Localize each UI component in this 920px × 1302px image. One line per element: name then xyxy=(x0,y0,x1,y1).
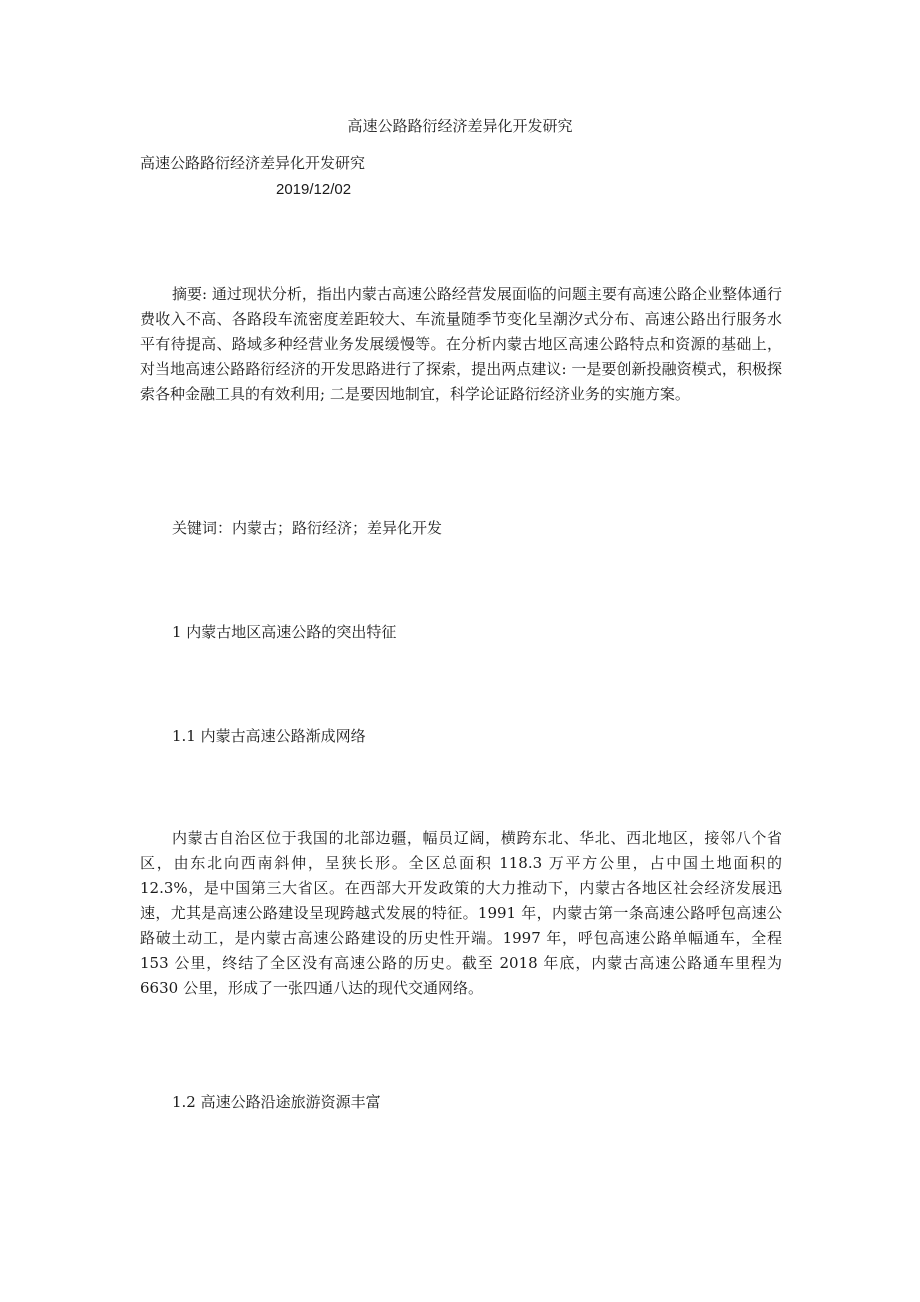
document-subtitle: 高速公路路衍经济差异化开发研究 xyxy=(140,154,366,172)
document-date: 2019/12/02 xyxy=(276,181,352,198)
section-1-1-heading: 1.1 内蒙古高速公路渐成网络 xyxy=(172,727,366,745)
keywords-paragraph: 关键词：内蒙古；路衍经济；差异化开发 xyxy=(172,519,443,537)
document-title: 高速公路路衍经济差异化开发研究 xyxy=(347,117,573,135)
section-1-2-heading: 1.2 高速公路沿途旅游资源丰富 xyxy=(172,1093,381,1111)
section-1-1-body: 内蒙古自治区位于我国的北部边疆，幅员辽阔，横跨东北、华北、西北地区，接邻八个省区，由东北向西南斜伸，呈狭长形。全区总面积 118.3 万平方公里，占中国土地面积的 12.3%，是中国第三大省区。在西部大开发政策的大力推动下，内蒙古各地区社会经济发展迅速，尤其是高速公路建设呈现跨越式发展的特征。1991 年，内蒙古第一条高速公路呼包高速公路破土动工，是内蒙古高速公路建设的历史性开端。1997 年，呼包高速公路单幅通车，全程 153 公里，终结了全区没有高速公路的历史。截至 2018 年底，内蒙古高速公路通车里程为 6630 公里，形成了一张四通八达的现代交通网络。 xyxy=(140,829,782,997)
abstract-paragraph: 摘要: 通过现状分析，指出内蒙古高速公路经营发展面临的问题主要有高速公路企业整体通行费收入不高、各路段车流密度差距较大、车流量随季节变化呈潮汐式分布、高速公路出行服务水平有待提高、路域多种经营业务发展缓慢等。在分析内蒙古地区高速公路特点和资源的基础上，对当地高速公路路衍经济的开发思路进行了探索，提出两点建议: 一是要创新投融资模式，积极探索各种金融工具的有效利用; 二是要因地制宜，科学论证路衍经济业务的实施方案。 xyxy=(140,285,782,403)
section-1-heading: 1 内蒙古地区高速公路的突出特征 xyxy=(172,623,397,641)
